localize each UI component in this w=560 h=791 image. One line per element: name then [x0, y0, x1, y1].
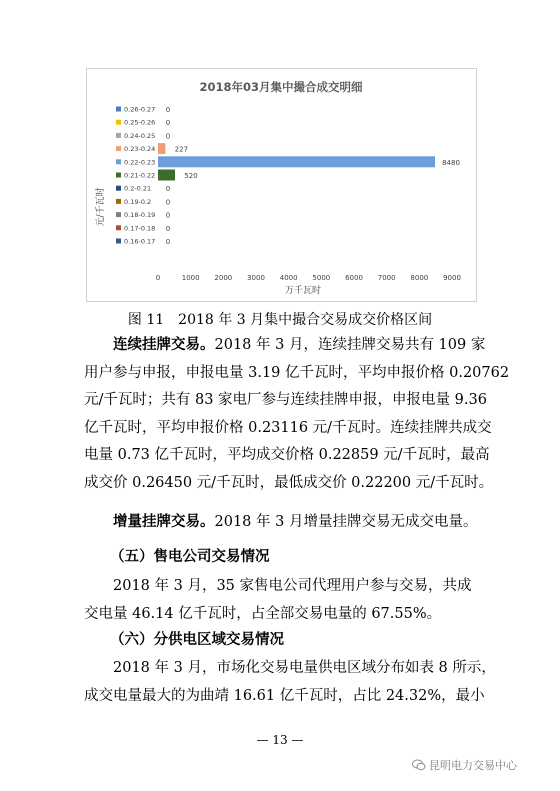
- x-tick-label: 3000: [247, 274, 265, 282]
- x-tick-label: 4000: [279, 274, 298, 282]
- data-label: 0: [165, 106, 171, 114]
- data-label: 0: [165, 132, 171, 141]
- x-tick-label: 1000: [181, 274, 200, 282]
- legend-swatch: [116, 120, 121, 125]
- legend-swatch: [116, 199, 121, 204]
- legend-swatch: [116, 173, 121, 178]
- legend-label: 0.2-0.21: [124, 184, 152, 193]
- x-tick-label: 0: [155, 274, 161, 282]
- x-tick-label: 7000: [377, 274, 396, 282]
- legend-swatch: [116, 146, 121, 151]
- data-label: 8480: [442, 158, 460, 167]
- para-line: 2018 年 3 月，市场化交易电量供电区域分布如表 8 所示，: [113, 660, 496, 676]
- legend-swatch: [116, 186, 121, 191]
- legend-label: 0.26-0.27: [124, 105, 156, 114]
- para-line: [84, 331, 489, 360]
- paragraph-region: [84, 655, 496, 710]
- data-label: 520: [184, 172, 198, 180]
- legend-label: 0.22-0.23: [124, 158, 156, 167]
- legend-swatch: [116, 225, 121, 230]
- para-line: 成交价 0.26450 元/千瓦时，最低成交价 0.22200 元/千瓦时。: [84, 474, 494, 491]
- legend-label: 0.21-0.22: [124, 171, 156, 180]
- legend-swatch: [116, 107, 121, 112]
- x-tick-label: 2000: [214, 274, 233, 282]
- page-number: — 13 —: [256, 733, 304, 747]
- para-line: 2018 年 3 月，35 家售电公司代理用户参与交易，共成: [113, 578, 472, 594]
- data-label: 0: [165, 224, 171, 233]
- data-label: 0: [165, 238, 171, 246]
- legend-label: 0.25-0.26: [124, 118, 156, 127]
- para-line: 亿千瓦时，平均申报价格 0.23116 元/千瓦时。连续挂牌共成交: [84, 419, 492, 436]
- x-tick-label: 6000: [345, 274, 363, 282]
- section-heading-region: （六）分供电区域交易情况: [110, 631, 284, 648]
- paragraph-retail: [84, 573, 489, 628]
- paragraph-incremental-listing: [84, 508, 489, 537]
- legend-swatch: [116, 133, 121, 138]
- chart-title: 2018年03月集中撮合成交明细: [199, 80, 363, 94]
- legend-swatch: [116, 239, 121, 244]
- legend-swatch: [116, 159, 121, 164]
- para-line: [84, 508, 489, 537]
- data-label: 0: [165, 211, 171, 220]
- para-text: 2018 年 3 月，连续挂牌交易共有 109 家: [214, 337, 486, 353]
- bar: [158, 170, 175, 181]
- figure-caption: 图 11 2018 年 3 月集中撮合交易成交价格区间: [127, 312, 433, 328]
- legend-label: 0.17-0.18: [124, 224, 156, 233]
- legend-label: 0.18-0.19: [124, 211, 156, 220]
- para-line: 元/千瓦时；共有 83 家电厂参与连续挂牌申报，申报电量 9.36: [84, 392, 487, 408]
- x-tick-label: 5000: [312, 274, 331, 282]
- y-axis-label: 元/千瓦时: [96, 187, 106, 227]
- legend-label: 0.23-0.24: [124, 145, 156, 154]
- x-tick-label: 8000: [410, 274, 429, 282]
- para-text: 2018 年 3 月增量挂牌交易无成交电量。: [214, 514, 478, 530]
- watermark-text: 昆明电力交易中心: [429, 759, 517, 772]
- data-label: 0: [165, 119, 171, 128]
- legend-label: 0.19-0.2: [124, 197, 152, 206]
- section-heading-retail: （五）售电公司交易情况: [110, 548, 270, 565]
- legend-label: 0.24-0.25: [124, 131, 156, 140]
- data-label: 0: [165, 198, 171, 207]
- x-axis-label: 万千瓦时: [284, 286, 322, 296]
- bar: [158, 143, 165, 154]
- wechat-icon: [412, 759, 426, 771]
- paragraph-continuous-listing: [84, 331, 510, 497]
- para-line: 交电量 46.14 亿千瓦时，占全部交易电量的 67.55%。: [84, 605, 442, 622]
- para-line: 用户参与申报，申报电量 3.19 亿千瓦时，平均申报价格 0.20762: [84, 364, 510, 381]
- para-lead: 增量挂牌交易。: [113, 513, 215, 530]
- para-line: 电量 0.73 亿千瓦时，平均成交价格 0.22859 元/千瓦时，最高: [84, 447, 490, 463]
- x-tick-label: 9000: [443, 274, 461, 282]
- para-lead: 连续挂牌交易。: [113, 336, 215, 353]
- watermark: [412, 757, 517, 773]
- legend-swatch: [116, 212, 121, 217]
- price-range-chart: [86, 68, 477, 302]
- chart-svg: [87, 69, 476, 301]
- bar: [158, 156, 435, 167]
- data-label: 227: [174, 145, 189, 154]
- data-label: 0: [165, 185, 171, 194]
- para-line: 成交电量最大的为曲靖 16.61 亿千瓦时，占比 24.32%，最小: [84, 687, 485, 704]
- legend-label: 0.16-0.17: [124, 237, 156, 246]
